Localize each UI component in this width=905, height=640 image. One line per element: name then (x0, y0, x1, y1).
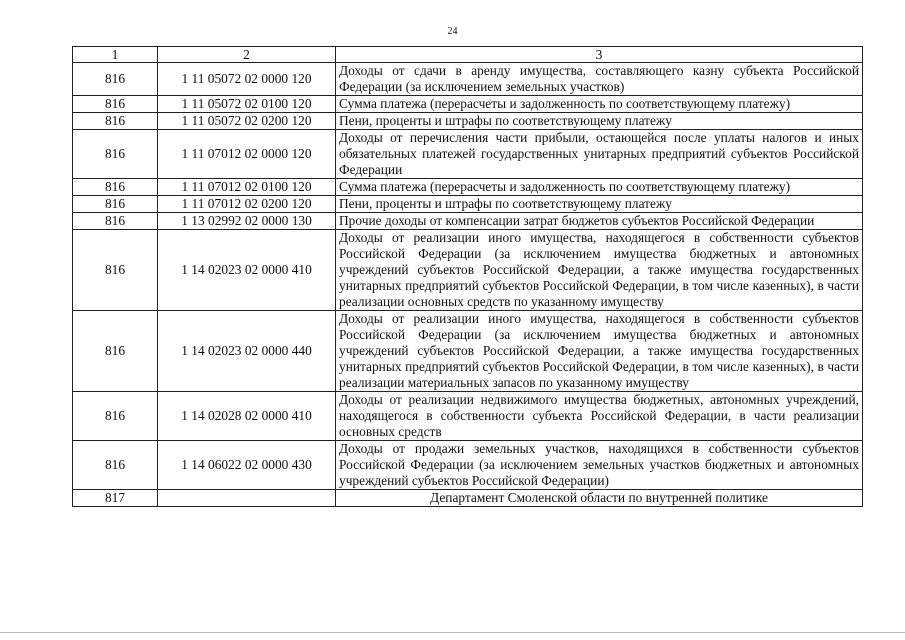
admin-code-cell: 816 (73, 441, 158, 490)
description-cell: Доходы от перечисления части прибыли, остающейся после уплаты налогов и иных обязательных платежей государственных унитарных предприятий субъектов Российской Федерации (336, 130, 863, 179)
description-cell: Доходы от реализации иного имущества, находящегося в собственности субъектов Российской Федерации (за исключением имущества бюджетных и автономных учреждений субъектов Российской Федерации, а также имущества государственных унитарных предприятий субъектов Российской Федерации, в том числе казенных), в части реализации основных средств по указанному имуществу (336, 230, 863, 311)
table-row (73, 113, 863, 130)
admin-code-cell: 816 (73, 196, 158, 213)
admin-code-cell: 816 (73, 213, 158, 230)
page-number: 24 (447, 26, 458, 37)
table-row (73, 441, 863, 490)
revenue-code-cell: 1 11 05072 02 0200 120 (158, 113, 336, 130)
description-cell: Прочие доходы от компенсации затрат бюджетов субъектов Российской Федерации (336, 213, 863, 230)
column-header-3: 3 (336, 47, 863, 63)
revenue-code-cell: 1 14 02028 02 0000 410 (158, 392, 336, 441)
admin-code-cell: 816 (73, 96, 158, 113)
column-header-1: 1 (73, 47, 158, 63)
table-row (73, 179, 863, 196)
admin-code-cell: 816 (73, 113, 158, 130)
table-row (73, 196, 863, 213)
description-cell: Доходы от сдачи в аренду имущества, составляющего казну субъекта Российской Федерации (за исключением земельных участков) (336, 63, 863, 96)
description-cell: Доходы от реализации недвижимого имущества бюджетных, автономных учреждений, находящегося в собственности субъекта Российской Федерации, в части реализации основных средств (336, 392, 863, 441)
table-row (73, 230, 863, 311)
admin-code-cell: 816 (73, 130, 158, 179)
revenue-code-cell: 1 14 02023 02 0000 410 (158, 230, 336, 311)
description-cell: Доходы от продажи земельных участков, находящихся в собственности субъектов Российской Федерации (за исключением земельных участков бюджетных и автономных учреждений субъектов Российской Федерации) (336, 441, 863, 490)
table-header-row (73, 47, 863, 63)
description-cell: Сумма платежа (перерасчеты и задолженность по соответствующему платежу) (336, 179, 863, 196)
table-row (73, 392, 863, 441)
revenue-code-cell: 1 11 05072 02 0000 120 (158, 63, 336, 96)
description-cell: Сумма платежа (перерасчеты и задолженность по соответствующему платежу) (336, 96, 863, 113)
admin-code-cell: 816 (73, 63, 158, 96)
revenue-code-cell: 1 11 07012 02 0000 120 (158, 130, 336, 179)
description-cell: Пени, проценты и штрафы по соответствующему платежу (336, 113, 863, 130)
admin-code-cell: 816 (73, 230, 158, 311)
column-header-2: 2 (158, 47, 336, 63)
table-row (73, 63, 863, 96)
department-code-cell (158, 490, 336, 507)
admin-code-cell: 816 (73, 179, 158, 196)
table-row (73, 213, 863, 230)
department-row (73, 490, 863, 507)
description-cell: Пени, проценты и штрафы по соответствующему платежу (336, 196, 863, 213)
revenue-code-cell: 1 14 06022 02 0000 430 (158, 441, 336, 490)
revenue-code-cell: 1 11 07012 02 0200 120 (158, 196, 336, 213)
page-bottom-rule (0, 632, 905, 633)
description-cell: Доходы от реализации иного имущества, находящегося в собственности субъектов Российской Федерации (за исключением имущества бюджетных и автономных учреждений субъектов Российской Федерации, а также имущества государственных унитарных предприятий субъектов Российской Федерации, в том числе казенных), в части реализации материальных запасов по указанному имуществу (336, 311, 863, 392)
revenue-code-cell: 1 14 02023 02 0000 440 (158, 311, 336, 392)
revenue-code-cell: 1 11 07012 02 0100 120 (158, 179, 336, 196)
revenue-code-cell: 1 13 02992 02 0000 130 (158, 213, 336, 230)
table-row (73, 311, 863, 392)
admin-code-cell: 816 (73, 392, 158, 441)
table-row (73, 130, 863, 179)
table-row (73, 96, 863, 113)
department-title-cell: Департамент Смоленской области по внутренней политике (336, 490, 863, 507)
department-admin-code-cell: 817 (73, 490, 158, 507)
admin-code-cell: 816 (73, 311, 158, 392)
revenue-code-cell: 1 11 05072 02 0100 120 (158, 96, 336, 113)
revenue-codes-table (72, 46, 863, 507)
